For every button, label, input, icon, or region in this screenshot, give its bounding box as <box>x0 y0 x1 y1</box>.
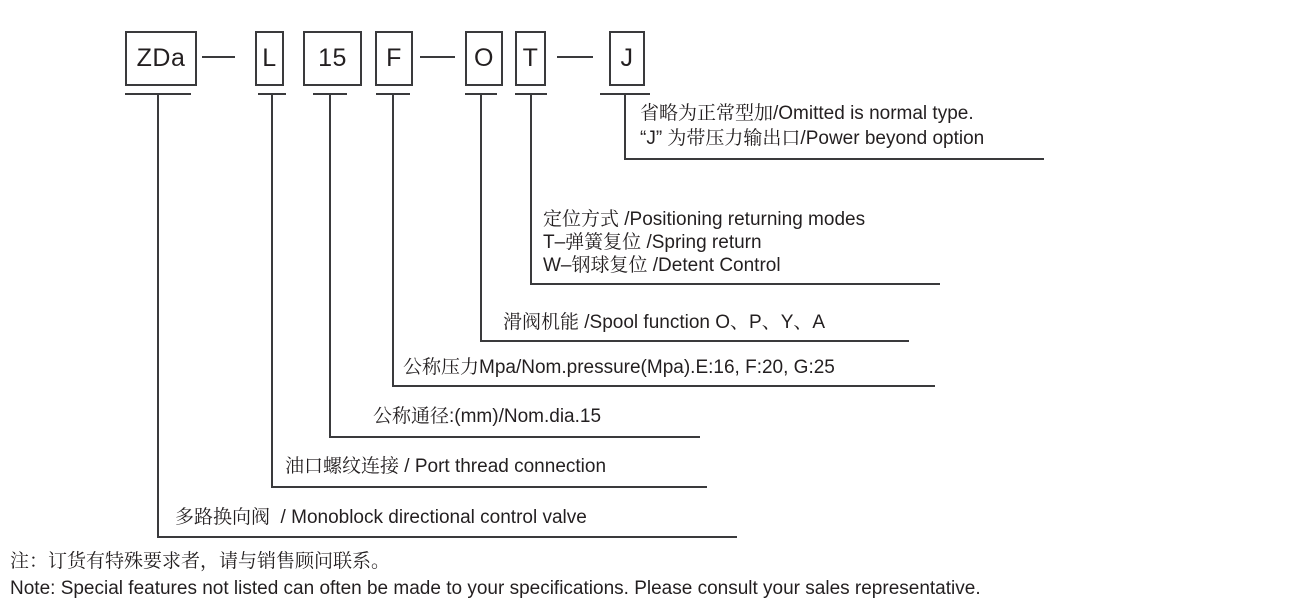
connector-dash-zda-l <box>202 56 235 58</box>
code-box-j-label: J <box>620 44 634 72</box>
desc-o-line-1: 滑阀机能 /Spool function O、P、Y、A <box>503 312 826 333</box>
desc-t-line-1: 定位方式 /Positioning returning modes <box>543 209 866 230</box>
code-box-l <box>255 31 284 86</box>
note-cn: 注：订货有特殊要求者，请与销售顾问联系。 <box>10 551 391 572</box>
desc-f-line-1: 公称压力Mpa/Nom.pressure(Mpa).E:16, F:20, G:25 <box>403 357 835 378</box>
leader-line-15 <box>329 93 331 438</box>
code-box-zda <box>125 31 197 86</box>
desc-zda-line-1: 多路换向阀 / Monoblock directional control valve <box>175 507 587 528</box>
code-box-t <box>515 31 546 86</box>
code-box-o-label: O <box>474 44 494 72</box>
leader-line-t <box>530 93 532 285</box>
code-box-zda-label: ZDa <box>136 44 186 72</box>
leader-line-zda <box>157 93 159 538</box>
desc-15-line-1: 公称通径:(mm)/Nom.dia.15 <box>373 406 602 427</box>
desc-t-line-2: T–弹簧复位 /Spring return <box>543 232 762 253</box>
desc-l-line-1: 油口螺纹连接 / Port thread connection <box>285 456 607 477</box>
leader-line-l <box>271 93 273 488</box>
connector-dash-f-o <box>420 56 455 58</box>
underline-o <box>480 340 909 342</box>
code-box-15-label: 15 <box>318 44 347 72</box>
underline-l <box>271 486 707 488</box>
desc-j-line-1: 省略为正常型加/Omitted is normal type. <box>640 103 974 124</box>
code-box-l-label: L <box>262 44 277 72</box>
leader-line-f <box>392 93 394 387</box>
note-en: Note: Special features not listed can often be made to your specifications. Please consult your sales representative. <box>10 578 981 599</box>
underline-t <box>530 283 940 285</box>
underline-j <box>624 158 1044 160</box>
underline-f <box>392 385 935 387</box>
leader-line-j <box>624 93 626 160</box>
desc-t-line-3: W–钢球复位 /Detent Control <box>543 255 781 276</box>
connector-dash-t-j <box>557 56 593 58</box>
desc-j-line-2: “J” 为带压力输出口/Power beyond option <box>640 128 985 149</box>
code-box-t-label: T <box>522 44 539 72</box>
code-box-f <box>375 31 413 86</box>
underline-15 <box>329 436 700 438</box>
code-box-15 <box>303 31 362 86</box>
code-box-o <box>465 31 503 86</box>
underline-zda <box>157 536 737 538</box>
code-box-j <box>609 31 645 86</box>
leader-line-o <box>480 93 482 342</box>
code-box-f-label: F <box>386 44 402 72</box>
